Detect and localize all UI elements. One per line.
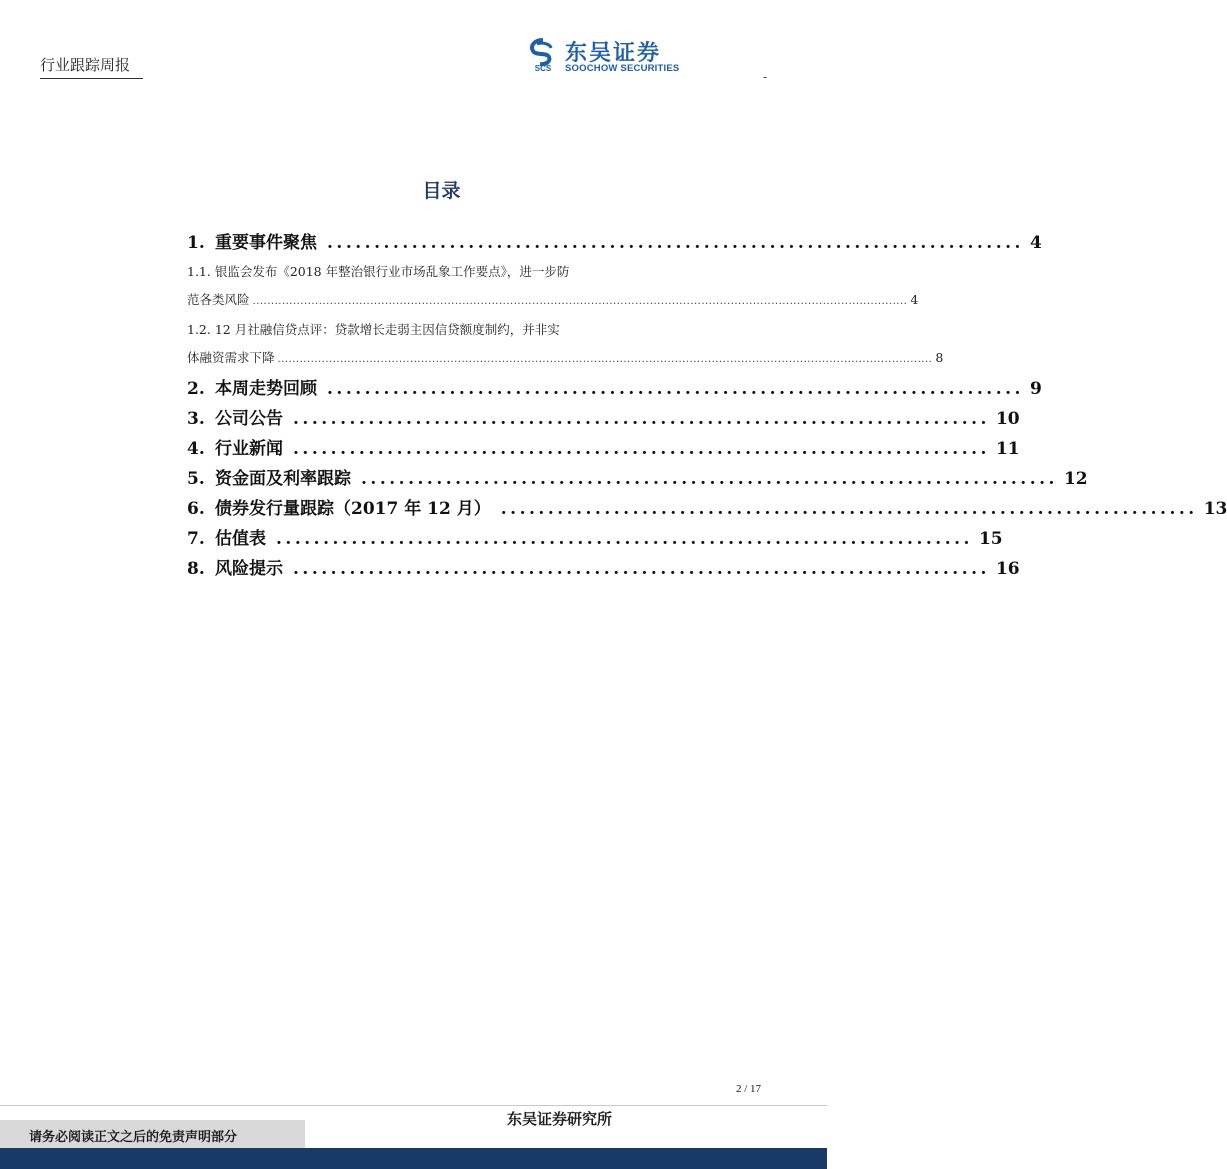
toc-leader: ..................................................................................................................................................................................	[252, 296, 908, 307]
toc-title: 目录	[422, 180, 461, 202]
toc-entry-title: 风险提示	[215, 559, 283, 579]
toc-entry-page: 10	[995, 409, 1020, 429]
report-type-label: 行业跟踪周报	[40, 54, 143, 79]
toc-entry-4[interactable]	[187, 434, 1020, 464]
toc-entry-number: 3.	[187, 409, 205, 429]
soochow-logo-icon	[527, 38, 559, 72]
toc-entry-title: 估值表	[215, 529, 266, 549]
toc-leader: ..........................................................................	[361, 469, 1058, 489]
toc-leader: ..................................................................................................................................................................................	[277, 354, 933, 365]
footer-divider	[0, 1105, 827, 1106]
toc-entry-6[interactable]	[187, 494, 1227, 524]
toc-leader: ..........................................................................	[327, 233, 1024, 253]
disclaimer-text: 请务必阅读正文之后的免责声明部分	[29, 1130, 238, 1145]
brand-abbr: SCS	[534, 64, 552, 73]
toc-entry-number: 7.	[187, 529, 205, 549]
header-mark: -	[763, 70, 768, 84]
toc-entry-number: 5.	[187, 469, 205, 489]
toc-entry-number: 8.	[187, 559, 205, 579]
toc-entry-page: 4	[1029, 233, 1042, 253]
toc-subentry-1-2[interactable]	[187, 316, 944, 374]
toc-leader: ..........................................................................	[293, 559, 990, 579]
toc-subentry-1-1[interactable]	[187, 258, 919, 316]
brand-name-cn: 东吴证券	[565, 41, 662, 66]
toc-entry-number: 2.	[187, 379, 205, 399]
toc-subentry-page: 4	[910, 292, 919, 307]
toc-entry-7[interactable]	[187, 524, 1003, 554]
toc-entry-page: 11	[995, 439, 1020, 459]
toc-entry-title: 重要事件聚焦	[215, 233, 317, 253]
toc-entry-3[interactable]	[187, 404, 1020, 434]
institute-name: 东吴证券研究所	[507, 1110, 613, 1128]
page-indicator: 2 / 17	[736, 1083, 762, 1095]
table-of-contents	[187, 228, 1227, 584]
toc-entry-1[interactable]	[187, 228, 1042, 258]
footer-bar	[0, 1148, 827, 1169]
toc-entry-title: 资金面及利率跟踪	[215, 469, 351, 489]
toc-entry-title: 本周走势回顾	[215, 379, 317, 399]
toc-entry-title: 行业新闻	[215, 439, 283, 459]
toc-subentry-page: 8	[935, 350, 944, 365]
toc-entry-title: 债券发行量跟踪（2017 年 12 月）	[215, 499, 491, 519]
toc-entry-8[interactable]	[187, 554, 1020, 584]
toc-leader: ..........................................................................	[293, 439, 990, 459]
toc-entry-page: 12	[1063, 469, 1088, 489]
toc-entry-number: 1.	[187, 233, 205, 253]
toc-subentry-title: 1.2. 12 月社融信贷点评：贷款增长走弱主因信贷额度制约，并非实	[187, 322, 560, 337]
toc-leader: ..........................................................................	[276, 529, 973, 549]
toc-entry-title: 公司公告	[215, 409, 283, 429]
toc-leader: ..........................................................................	[500, 499, 1198, 519]
toc-subentry-title-cont: 范各类风险	[187, 292, 250, 307]
toc-leader: ..........................................................................	[293, 409, 990, 429]
toc-entry-5[interactable]	[187, 464, 1088, 494]
toc-subentry-title: 1.1. 银监会发布《2018 年整治银行业市场乱象工作要点》，进一步防	[187, 264, 570, 279]
toc-entry-2[interactable]	[187, 374, 1042, 404]
toc-entry-page: 15	[978, 529, 1003, 549]
brand-name-en: SOOCHOW SECURITIES	[565, 63, 680, 74]
toc-leader: ..........................................................................	[327, 379, 1024, 399]
toc-entry-page: 16	[995, 559, 1020, 579]
toc-entry-number: 4.	[187, 439, 205, 459]
toc-entry-number: 6.	[187, 499, 205, 519]
toc-subentry-title-cont: 体融资需求下降	[187, 350, 275, 365]
toc-entry-page: 13	[1203, 499, 1227, 519]
toc-entry-page: 9	[1029, 379, 1042, 399]
